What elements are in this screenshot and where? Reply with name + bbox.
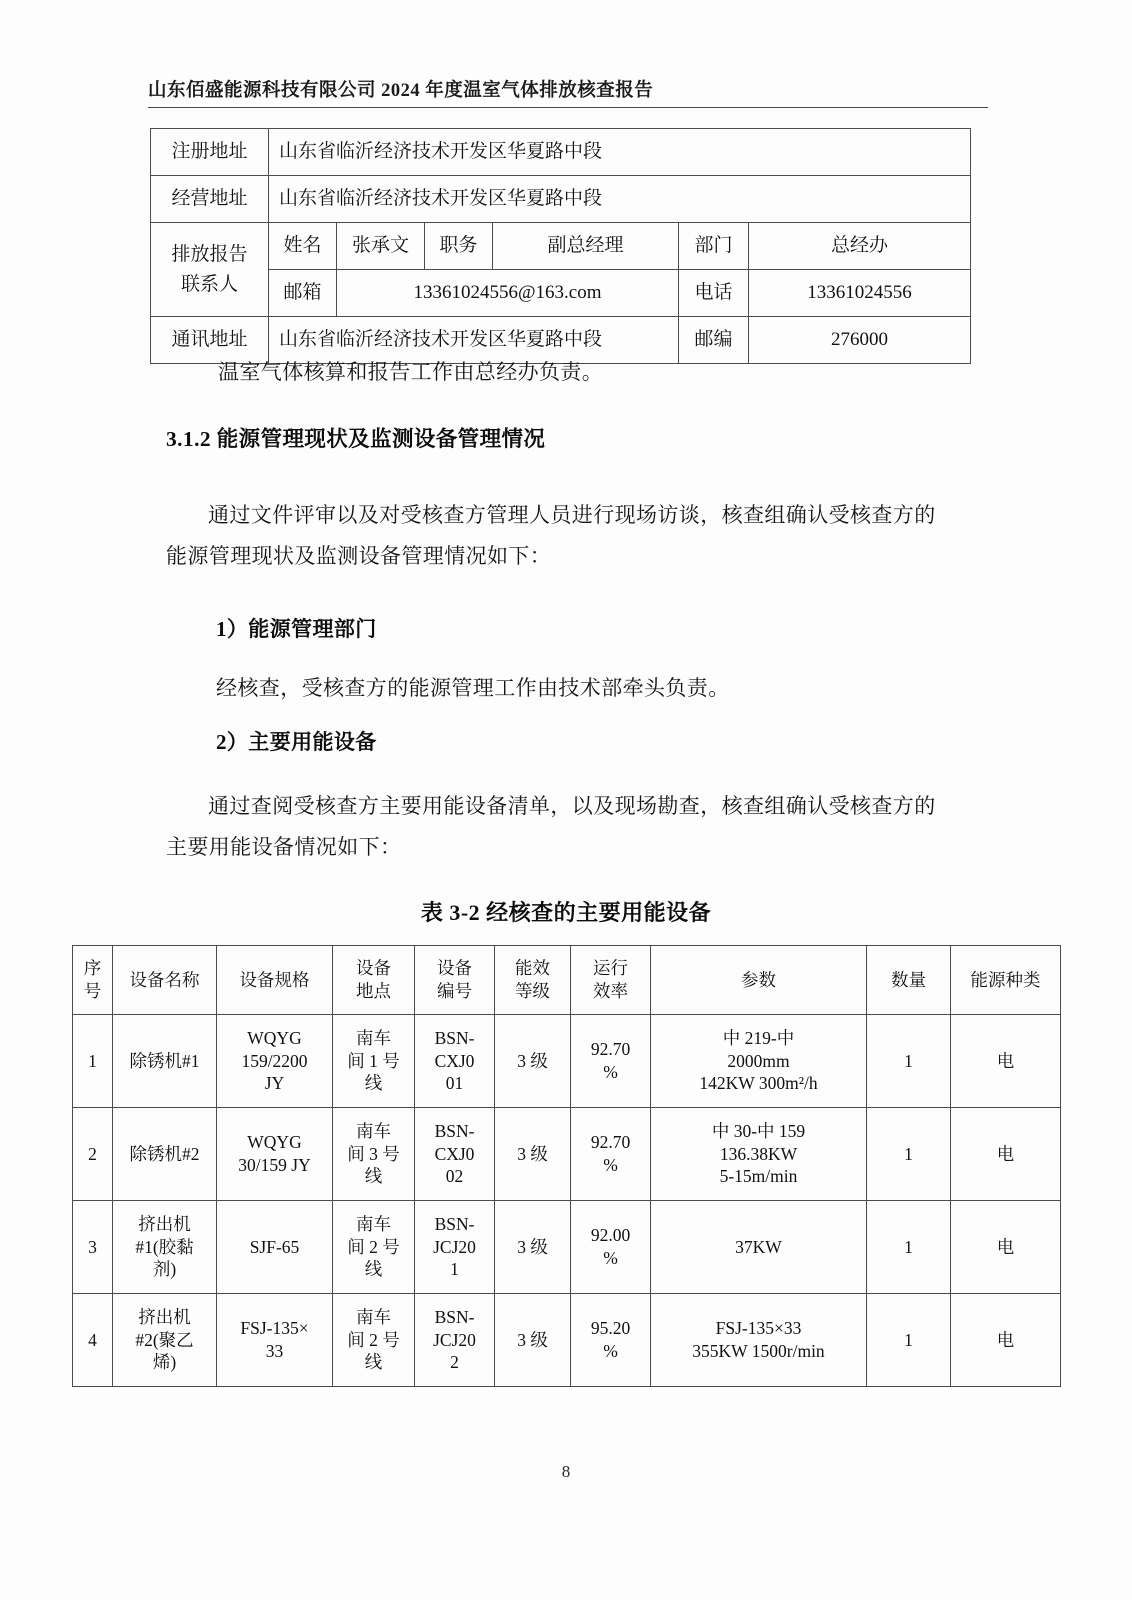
cell-index: 4	[73, 1294, 113, 1387]
table-row	[151, 129, 971, 176]
cell-spec-line3: JY	[264, 1073, 285, 1094]
item-1-paragraph: 经核查，受核查方的能源管理工作由技术部牵头负责。	[216, 676, 730, 700]
cell-code	[415, 1015, 495, 1108]
cell-name	[113, 1201, 217, 1294]
cell-params-line2: 2000mm	[727, 1050, 790, 1071]
item-2-heading: 2）主要用能设备	[216, 730, 377, 754]
cell-params-line3: 142KW 300m²/h	[699, 1073, 818, 1094]
cell-code-line1: BSN-	[434, 1306, 475, 1327]
cell-location-line2: 间 2 号	[347, 1236, 400, 1257]
business-address-label: 经营地址	[151, 176, 269, 223]
cell-grade: 3 级	[495, 1201, 571, 1294]
section-heading-3-1-2: 3.1.2 能源管理现状及监测设备管理情况	[166, 427, 546, 451]
table-row	[73, 1015, 1061, 1108]
cell-grade: 3 级	[495, 1015, 571, 1108]
cell-location-line2: 间 1 号	[347, 1050, 400, 1071]
column-header-index-line2: 号	[83, 981, 102, 1001]
intro-paragraph-1: 通过文件评审以及对受核查方管理人员进行现场访谈，核查组确认受核查方的能源管理现状及监测设备管理情况如下：	[166, 503, 936, 568]
cell-code-line2: CXJ0	[434, 1050, 475, 1071]
cell-location-line1: 南车	[356, 1120, 391, 1141]
cell-spec-line1: WQYG	[247, 1132, 302, 1153]
cell-efficiency-line1: 92.00	[590, 1225, 631, 1246]
item-1-heading: 1）能源管理部门	[216, 617, 377, 641]
cell-name: 除锈机#2	[113, 1108, 217, 1201]
postcode-label: 邮编	[679, 317, 749, 364]
cell-code-line1: BSN-	[434, 1213, 475, 1234]
column-header-code-line1: 设备	[437, 958, 472, 979]
cell-efficiency	[571, 1201, 651, 1294]
cell-code	[415, 1108, 495, 1201]
page-number: 8	[561, 1462, 571, 1481]
column-header-name: 设备名称	[113, 946, 217, 1015]
cell-name: 除锈机#1	[113, 1015, 217, 1108]
cell-params-line2: 355KW 1500r/min	[692, 1341, 825, 1361]
cell-index: 1	[73, 1015, 113, 1108]
cell-spec-line2: 30/159 JY	[238, 1155, 311, 1175]
cell-spec: SJF-65	[217, 1201, 333, 1294]
contact-phone-value: 13361024556	[749, 270, 971, 317]
cell-quantity: 1	[867, 1294, 951, 1387]
contact-name-label: 姓名	[269, 223, 337, 270]
responsibility-paragraph: 温室气体核算和报告工作由总经办负责。	[218, 360, 604, 384]
cell-efficiency-line1: 95.20	[590, 1318, 631, 1339]
registered-address-label: 注册地址	[151, 129, 269, 176]
cell-spec-line1: WQYG	[247, 1027, 302, 1048]
cell-efficiency	[571, 1294, 651, 1387]
business-address-value: 山东省临沂经济技术开发区华夏路中段	[269, 176, 971, 223]
column-header-code-line2: 编号	[437, 981, 472, 1001]
cell-spec	[217, 1108, 333, 1201]
equipment-table-caption: 表 3-2 经核查的主要用能设备	[420, 900, 712, 925]
cell-spec-line1: FSJ-135×	[240, 1318, 309, 1339]
cell-quantity: 1	[867, 1108, 951, 1201]
cell-code-line1: BSN-	[434, 1120, 475, 1141]
contact-title-value: 副总经理	[493, 223, 679, 270]
cell-index: 2	[73, 1108, 113, 1201]
cell-code-line2: JCJ20	[433, 1329, 476, 1350]
cell-params	[651, 1108, 867, 1201]
postcode-value: 276000	[749, 317, 971, 364]
cell-location-line3: 线	[364, 1352, 383, 1373]
cell-name-line1: 挤出机	[138, 1213, 191, 1234]
column-header-grade-line2: 等级	[515, 981, 550, 1001]
cell-energy-type: 电	[951, 1015, 1061, 1108]
company-info-table	[150, 128, 971, 364]
cell-code	[415, 1294, 495, 1387]
contact-title-label: 职务	[425, 223, 493, 270]
cell-location	[333, 1108, 415, 1201]
cell-location-line2: 间 3 号	[347, 1143, 400, 1164]
cell-params-line2: 136.38KW	[719, 1143, 798, 1164]
cell-efficiency-line2: %	[603, 1341, 618, 1361]
equipment-table	[72, 945, 1061, 1387]
cell-quantity: 1	[867, 1201, 951, 1294]
cell-grade: 3 级	[495, 1294, 571, 1387]
cell-spec-line2: 159/2200	[241, 1050, 308, 1071]
cell-name-line3: 烯)	[152, 1352, 177, 1373]
column-header-index	[73, 946, 113, 1015]
cell-code	[415, 1201, 495, 1294]
cell-params-line1: 中 219-中	[722, 1027, 795, 1048]
contact-email-label: 邮箱	[269, 270, 337, 317]
column-header-location-line1: 设备	[356, 958, 391, 979]
cell-efficiency-line1: 92.70	[590, 1039, 631, 1060]
cell-params: 37KW	[651, 1201, 867, 1294]
cell-name-line3: 剂)	[152, 1259, 177, 1280]
cell-efficiency	[571, 1108, 651, 1201]
column-header-efficiency-line1: 运行	[593, 958, 628, 979]
cell-index: 3	[73, 1201, 113, 1294]
cell-spec	[217, 1015, 333, 1108]
intro-paragraph-2: 通过查阅受核查方主要用能设备清单，以及现场勘查，核查组确认受核查方的主要用能设备情况如下：	[166, 794, 936, 859]
cell-location-line1: 南车	[356, 1306, 391, 1327]
cell-location-line2: 间 2 号	[347, 1329, 400, 1350]
column-header-location-line2: 地点	[356, 981, 391, 1001]
column-header-energy-type: 能源种类	[951, 946, 1061, 1015]
mailing-address-value: 山东省临沂经济技术开发区华夏路中段	[269, 317, 679, 364]
cell-name-line1: 挤出机	[138, 1306, 191, 1327]
column-header-grade	[495, 946, 571, 1015]
running-header-rule	[148, 107, 988, 108]
cell-location-line3: 线	[364, 1166, 383, 1187]
column-header-location	[333, 946, 415, 1015]
cell-code-line2: JCJ20	[433, 1236, 476, 1257]
table-row	[151, 223, 971, 270]
cell-location-line3: 线	[364, 1259, 383, 1280]
cell-code-line3: 02	[445, 1166, 464, 1187]
cell-efficiency-line2: %	[603, 1062, 618, 1082]
registered-address-value: 山东省临沂经济技术开发区华夏路中段	[269, 129, 971, 176]
column-header-code	[415, 946, 495, 1015]
cell-energy-type: 电	[951, 1294, 1061, 1387]
cell-efficiency-line2: %	[603, 1248, 618, 1268]
cell-energy-type: 电	[951, 1201, 1061, 1294]
cell-params-line3: 5-15m/min	[719, 1166, 798, 1187]
contact-person-label	[151, 223, 269, 317]
cell-params-line1: 中 30-中 159	[711, 1120, 806, 1141]
running-header-title: 山东佰盛能源科技有限公司 2024 年度温室气体排放核查报告	[148, 81, 654, 101]
cell-efficiency-line1: 92.70	[590, 1132, 631, 1153]
cell-code-line3: 01	[445, 1073, 464, 1094]
cell-location-line1: 南车	[356, 1027, 391, 1048]
cell-spec	[217, 1294, 333, 1387]
cell-location	[333, 1015, 415, 1108]
cell-spec-line2: 33	[265, 1341, 284, 1361]
cell-code-line1: BSN-	[434, 1027, 475, 1048]
column-header-efficiency-line2: 效率	[593, 981, 628, 1001]
table-row	[151, 270, 971, 317]
contact-phone-label: 电话	[679, 270, 749, 317]
contact-label-line2: 联系人	[180, 273, 238, 295]
cell-efficiency	[571, 1015, 651, 1108]
table-row	[73, 1294, 1061, 1387]
cell-location	[333, 1201, 415, 1294]
mailing-address-label: 通讯地址	[151, 317, 269, 364]
cell-energy-type: 电	[951, 1108, 1061, 1201]
cell-location-line3: 线	[364, 1073, 383, 1094]
cell-location-line1: 南车	[356, 1213, 391, 1234]
contact-department-value: 总经办	[749, 223, 971, 270]
cell-code-line2: CXJ0	[434, 1143, 475, 1164]
column-header-index-line1: 序	[83, 958, 102, 979]
cell-name-line2: #2(聚乙	[135, 1329, 194, 1350]
contact-email-value: 13361024556@163.com	[337, 270, 679, 317]
cell-name	[113, 1294, 217, 1387]
table-row	[73, 1108, 1061, 1201]
column-header-params: 参数	[651, 946, 867, 1015]
cell-quantity: 1	[867, 1015, 951, 1108]
column-header-spec: 设备规格	[217, 946, 333, 1015]
contact-department-label: 部门	[679, 223, 749, 270]
cell-params	[651, 1015, 867, 1108]
column-header-efficiency	[571, 946, 651, 1015]
cell-code-line3: 2	[450, 1352, 459, 1373]
contact-label-line1: 排放报告	[171, 244, 248, 266]
cell-grade: 3 级	[495, 1108, 571, 1201]
table-row	[151, 176, 971, 223]
column-header-quantity: 数量	[867, 946, 951, 1015]
running-header	[148, 76, 988, 108]
cell-code-line3: 1	[450, 1259, 459, 1280]
contact-name-value: 张承文	[337, 223, 425, 270]
cell-name-line2: #1(胶黏	[135, 1236, 194, 1257]
cell-location	[333, 1294, 415, 1387]
cell-efficiency-line2: %	[603, 1155, 618, 1175]
table-header-row	[73, 946, 1061, 1015]
table-row	[73, 1201, 1061, 1294]
column-header-grade-line1: 能效	[515, 958, 550, 979]
cell-params	[651, 1294, 867, 1387]
cell-params-line1: FSJ-135×33	[715, 1318, 802, 1339]
